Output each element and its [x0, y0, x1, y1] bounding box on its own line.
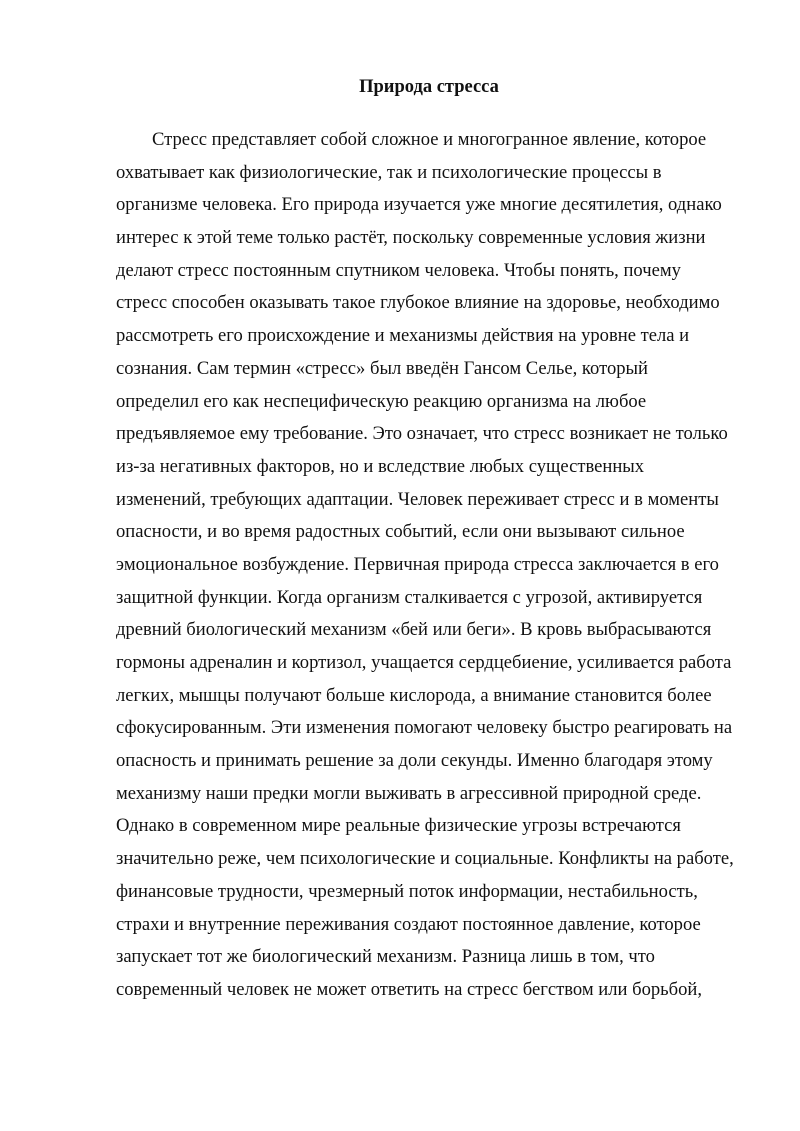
text-line: эмоциональное возбуждение. Первичная природа стресса заключается в его	[116, 553, 719, 575]
text-line: сознания. Сам термин «стресс» был введён Гансом Селье, который	[116, 357, 648, 379]
text-line: предъявляемое ему требование. Это означает, что стресс возникает не только	[116, 423, 728, 445]
text-line: сфокусированным. Эти изменения помогают человеку быстро реагировать на	[116, 717, 733, 739]
text-line: стресс способен оказывать такое глубокое влияние на здоровье, необходимо	[116, 292, 720, 314]
text-line: опасности, и во время радостных событий, если они вызывают сильное	[116, 521, 685, 543]
text-line: запускает тот же биологический механизм. Разница лишь в том, что	[116, 946, 655, 968]
text-line: Стресс представляет собой сложное и многогранное явление, которое	[152, 129, 707, 150]
text-line: охватывает как физиологические, так и психологические процессы в	[116, 161, 662, 183]
text-line: легких, мышцы получают больше кислорода, а внимание становится более	[116, 684, 712, 706]
text-line: опасность и принимать решение за доли секунды. Именно благодаря этому	[116, 750, 713, 772]
text-line: определил его как неспецифическую реакцию организма на любое	[116, 390, 647, 412]
text-line: из-за негативных факторов, но и вследствие любых существенных	[116, 455, 645, 477]
text-line: Однако в современном мире реальные физические угрозы встречаются	[116, 815, 681, 837]
text-line: страхи и внутренние переживания создают постоянное давление, которое	[116, 913, 701, 935]
text-line: рассмотреть его происхождение и механизмы действия на уровне тела и	[116, 325, 690, 347]
text-line: организме человека. Его природа изучается уже многие десятилетия, однако	[116, 194, 722, 216]
text-line: защитной функции. Когда организм сталкивается с угрозой, активируется	[116, 586, 703, 608]
text-line: финансовые трудности, чрезмерный поток информации, нестабильность,	[116, 880, 698, 902]
document-body	[116, 124, 756, 1007]
text-line: делают стресс постоянным спутником человека. Чтобы понять, почему	[116, 259, 681, 281]
document-title: Природа стресса	[359, 77, 499, 97]
text-line: интерес к этой теме только растёт, поскольку современные условия жизни	[116, 227, 706, 249]
text-line: современный человек не может ответить на стресс бегством или борьбой,	[116, 978, 703, 1000]
text-line: гормоны адреналин и кортизол, учащается сердцебиение, усиливается работа	[116, 652, 732, 673]
text-line: значительно реже, чем психологические и социальные. Конфликты на работе,	[116, 848, 734, 870]
text-line: механизму наши предки могли выживать в агрессивной природной среде.	[116, 782, 702, 804]
text-line: древний биологический механизм «бей или беги». В кровь выбрасываются	[116, 619, 712, 641]
text-line: изменений, требующих адаптации. Человек переживает стресс и в моменты	[116, 488, 719, 510]
